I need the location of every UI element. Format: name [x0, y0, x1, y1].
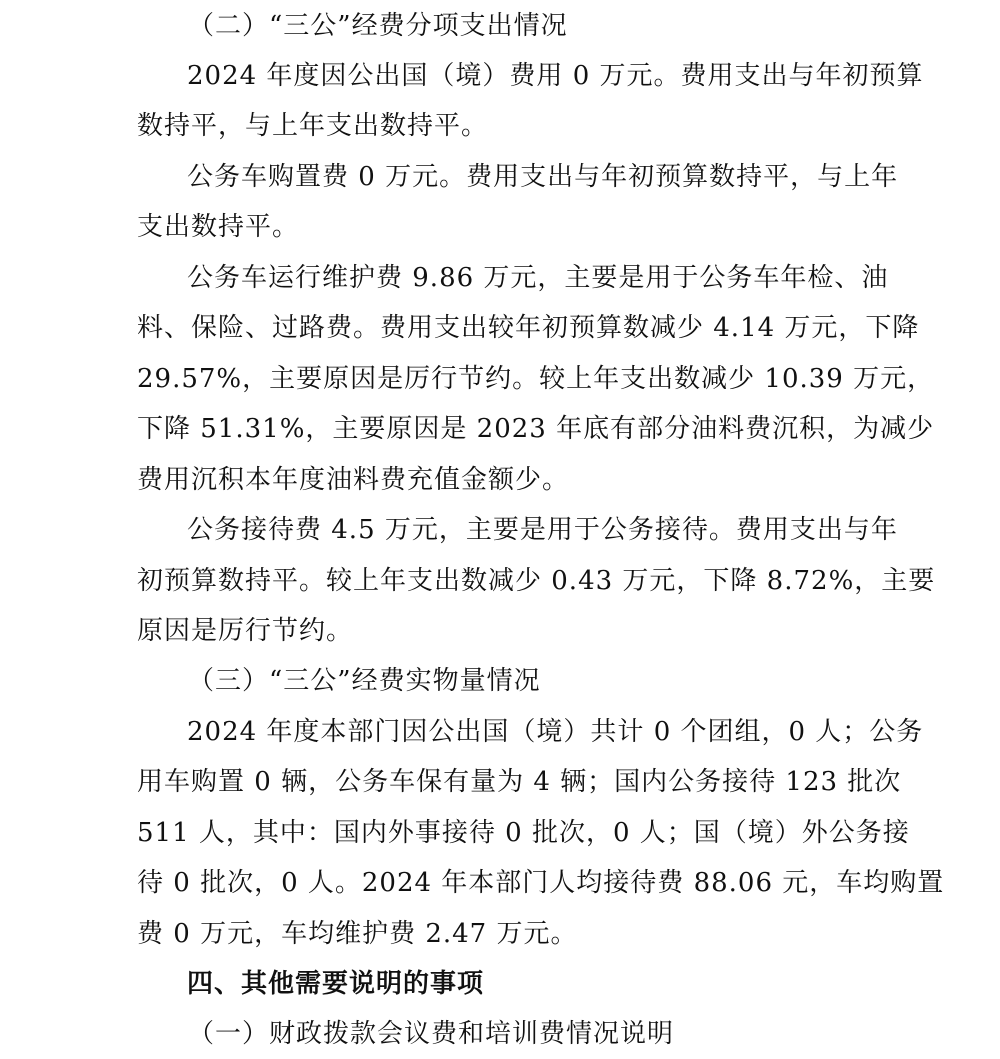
- section-heading-physical-quantity: （三）“三公”经费实物量情况: [188, 666, 541, 696]
- paragraph-line: 公务车购置费 0 万元。费用支出与年初预算数持平，与上年: [187, 162, 899, 192]
- paragraph-line: 初预算数持平。较上年支出数减少 0.43 万元，下降 8.72%，主要: [137, 566, 936, 596]
- paragraph-line: 公务接待费 4.5 万元，主要是用于公务接待。费用支出与年: [187, 515, 898, 545]
- section-heading-meeting-training-fees: （一）财政拨款会议费和培训费情况说明: [188, 1019, 675, 1049]
- paragraph-line: 料、保险、过路费。费用支出较年初预算数减少 4.14 万元，下降: [137, 313, 920, 343]
- paragraph-line: 费 0 万元，车均维护费 2.47 万元。: [137, 919, 578, 949]
- paragraph-line: 费用沉积本年度油料费充值金额少。: [137, 465, 570, 495]
- paragraph-line: 下降 51.31%，主要原因是 2023 年底有部分油料费沉积，为减少: [137, 414, 935, 444]
- paragraph-line: 用车购置 0 辆，公务车保有量为 4 辆；国内公务接待 123 批次: [137, 767, 902, 797]
- paragraph-line: 2024 年度本部门因公出国（境）共计 0 个团组，0 人；公务: [187, 717, 924, 747]
- paragraph-line: 2024 年度因公出国（境）费用 0 万元。费用支出与年初预算: [187, 61, 924, 91]
- paragraph-line: 待 0 批次，0 人。2024 年本部门人均接待费 88.06 元，车均购置: [137, 868, 945, 898]
- paragraph-line: 29.57%，主要原因是厉行节约。较上年支出数减少 10.39 万元，: [137, 364, 935, 394]
- section-heading-three-public-items: （二）“三公”经费分项支出情况: [188, 11, 568, 41]
- section-heading-other-matters: 四、其他需要说明的事项: [187, 969, 485, 999]
- paragraph-line: 511 人，其中：国内外事接待 0 批次，0 人；国（境）外公务接: [137, 818, 910, 848]
- paragraph-line: 原因是厉行节约。: [137, 616, 354, 646]
- paragraph-line: 公务车运行维护费 9.86 万元，主要是用于公务车年检、油: [187, 263, 889, 293]
- paragraph-line: 数持平，与上年支出数持平。: [137, 111, 489, 141]
- paragraph-line: 支出数持平。: [137, 212, 300, 242]
